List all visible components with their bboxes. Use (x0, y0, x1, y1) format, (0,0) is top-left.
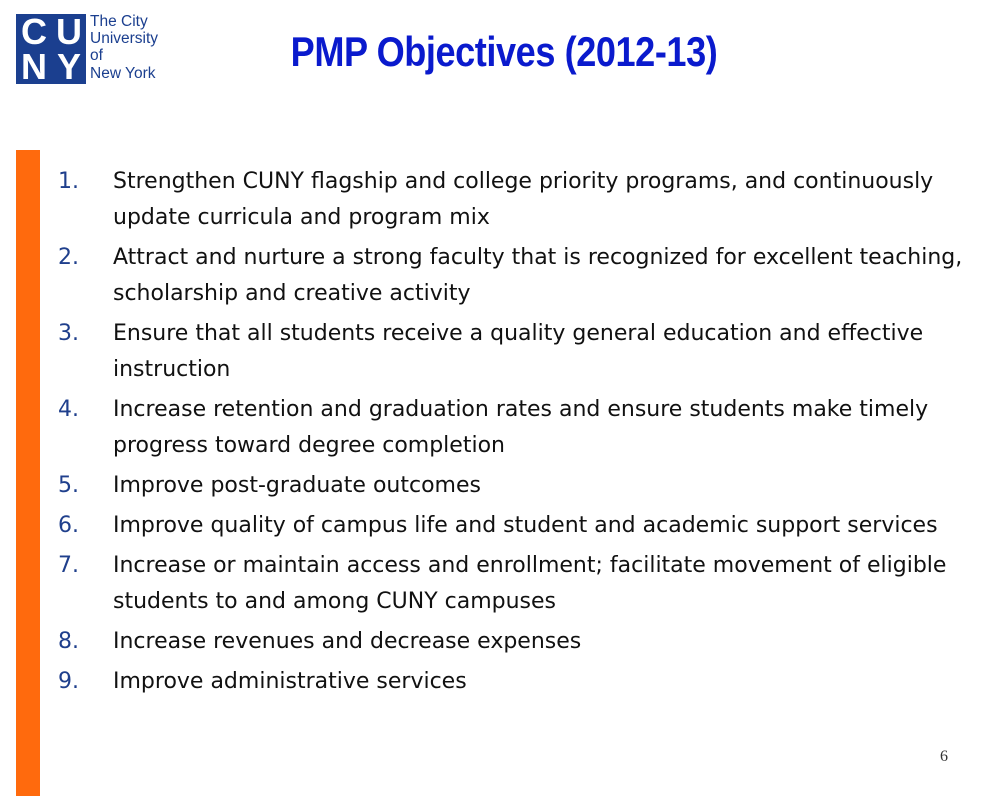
logo-line: New York (90, 64, 156, 82)
objective-text: Improve quality of campus life and student and academic support services (113, 513, 938, 538)
logo-letter: U (56, 11, 81, 52)
logo-line: The City (90, 13, 148, 30)
logo-letter: C (21, 11, 46, 52)
logo-letter: Y (56, 46, 80, 87)
logo-letter: N (21, 46, 46, 87)
objective-text: Ensure that all students receive a quality general education and effective instruction (113, 321, 924, 382)
objective-item (58, 508, 988, 544)
objective-number: 5. (58, 473, 79, 498)
objective-number: 4. (58, 397, 79, 422)
accent-bar (16, 150, 40, 796)
objective-item (58, 164, 988, 236)
objective-text: Increase revenues and decrease expenses (113, 629, 582, 654)
objective-text: Increase or maintain access and enrollment; facilitate movement of eligible students to and among CUNY campuses (113, 553, 947, 614)
logo-line: of (90, 47, 103, 65)
objective-text: Strengthen CUNY flagship and college priority programs, and continuously update curricula and program mix (113, 169, 934, 230)
slide-title: PMP Objectives (2012-13) (290, 28, 718, 75)
objective-item (58, 624, 988, 660)
objective-number: 1. (58, 169, 79, 194)
objective-text: Increase retention and graduation rates and ensure students make timely progress toward degree completion (113, 397, 929, 458)
objective-item (58, 240, 988, 312)
objective-number: 7. (58, 553, 79, 578)
objective-text: Improve administrative services (113, 669, 467, 694)
objective-item (58, 392, 988, 464)
objective-number: 6. (58, 513, 79, 538)
objective-item (58, 316, 988, 388)
objectives-list (58, 164, 988, 704)
objective-text: Attract and nurture a strong faculty that is recognized for excellent teaching, scholarship and creative activity (113, 245, 963, 306)
objective-number: 8. (58, 629, 79, 654)
objective-number: 9. (58, 669, 79, 694)
objective-number: 3. (58, 321, 79, 346)
page-number: 6 (940, 748, 948, 765)
objective-text: Improve post-graduate outcomes (113, 473, 481, 498)
objective-item (58, 468, 988, 504)
logo-line: University (90, 30, 159, 48)
objective-item (58, 664, 988, 700)
objective-number: 2. (58, 245, 79, 270)
objective-item (58, 548, 988, 620)
